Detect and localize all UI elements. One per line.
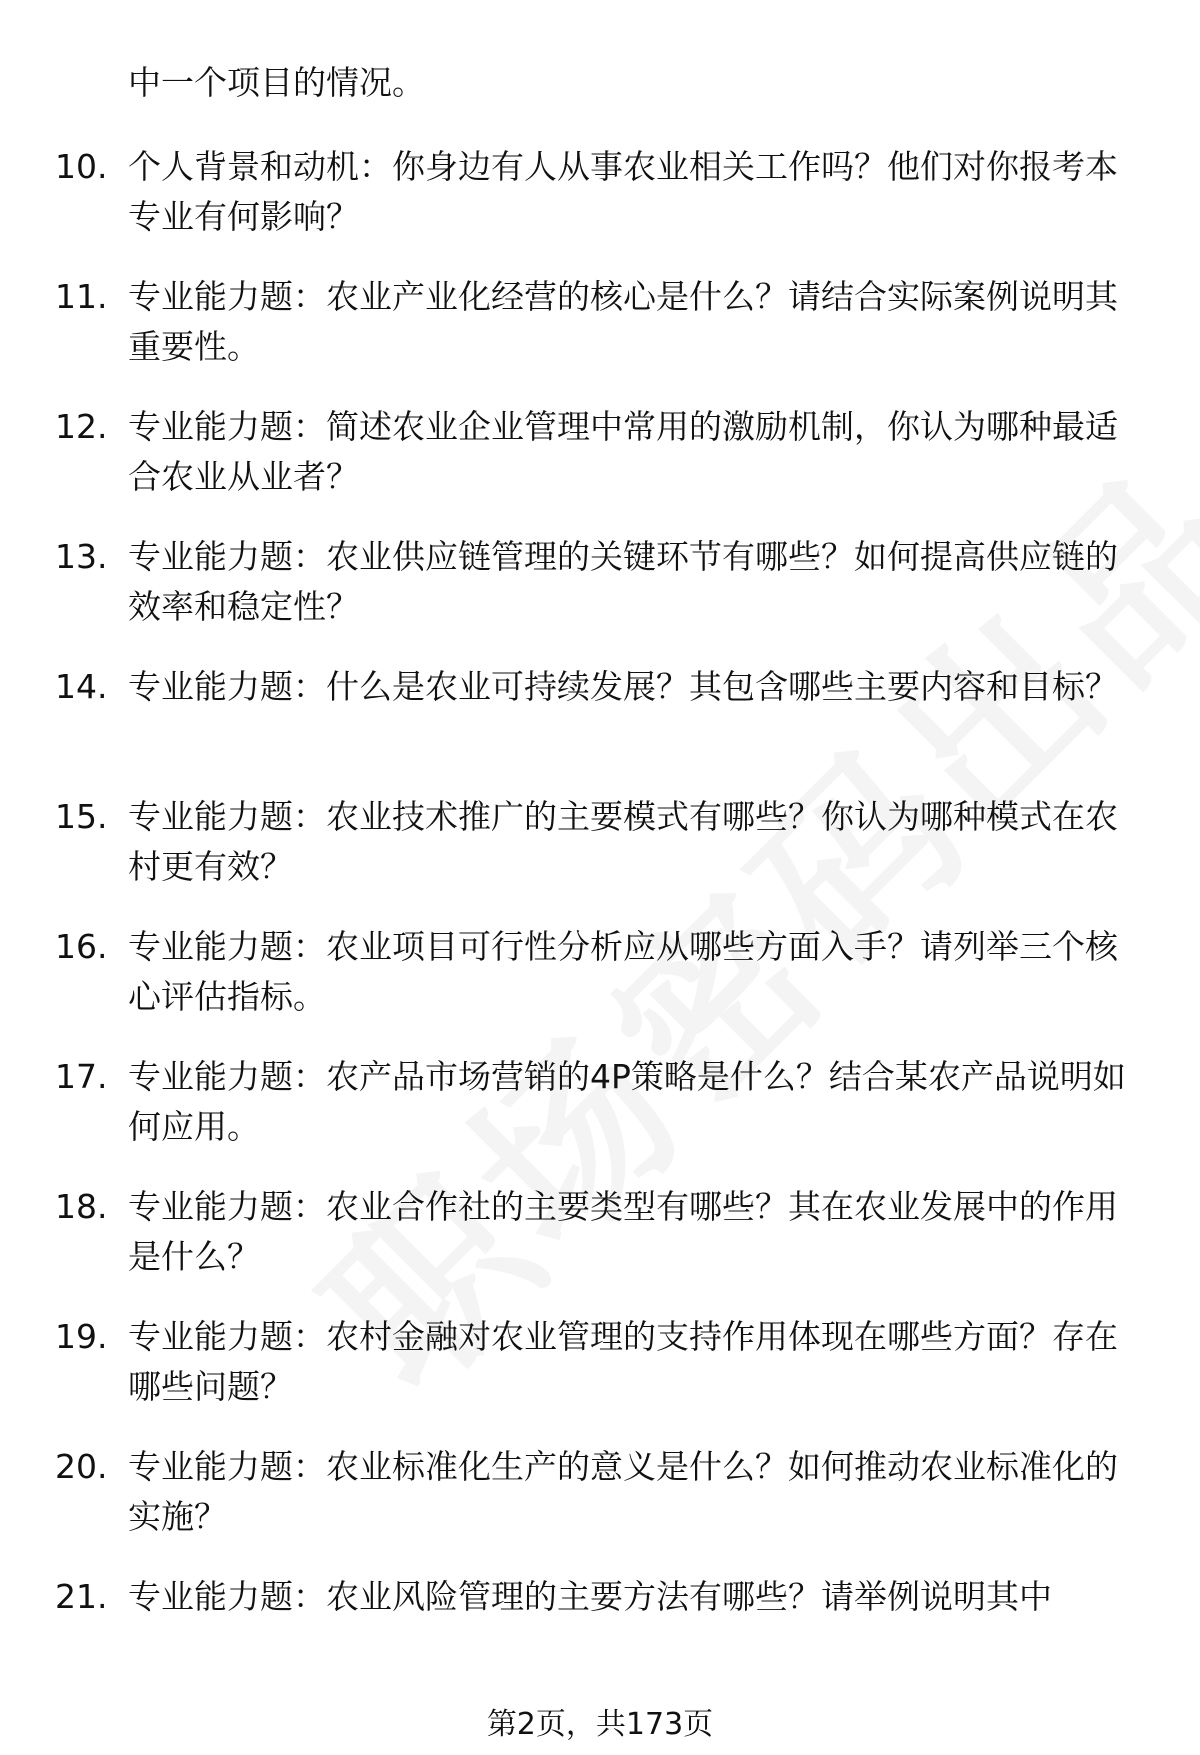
question-number: 18.	[55, 1187, 108, 1226]
question-item	[0, 272, 1200, 402]
question-text: 专业能力题：农业风险管理的主要方法有哪些？请举例说明其中	[128, 1577, 1052, 1616]
question-number: 16.	[55, 927, 108, 966]
question-number: 17.	[55, 1057, 108, 1096]
question-item	[0, 1572, 1200, 1702]
question-item	[0, 1052, 1200, 1182]
question-item	[0, 1442, 1200, 1572]
question-text: 个人背景和动机：你身边有人从事农业相关工作吗？他们对你报考本专业有何影响？	[128, 147, 1118, 236]
question-text: 专业能力题：农村金融对农业管理的支持作用体现在哪些方面？存在哪些问题？	[128, 1317, 1118, 1406]
question-item	[0, 402, 1200, 532]
question-item	[0, 142, 1200, 272]
question-item	[0, 1312, 1200, 1442]
question-item	[0, 922, 1200, 1052]
page-footer: 第2页，共173页	[486, 1707, 714, 1742]
question-text: 专业能力题：农业技术推广的主要模式有哪些？你认为哪种模式在农村更有效？	[128, 797, 1118, 886]
question-number: 20.	[55, 1447, 108, 1486]
question-number: 10.	[55, 147, 108, 186]
continuation-text: 中一个项目的情况。	[128, 63, 425, 102]
question-number: 21.	[55, 1577, 108, 1616]
question-text: 专业能力题：农业供应链管理的关键环节有哪些？如何提高供应链的效率和稳定性？	[128, 537, 1118, 626]
question-text: 专业能力题：农业产业化经营的核心是什么？请结合实际案例说明其重要性。	[128, 277, 1118, 366]
question-list	[0, 142, 1200, 1702]
question-item	[0, 792, 1200, 922]
question-item	[0, 532, 1200, 662]
question-number: 12.	[55, 407, 108, 446]
question-number: 15.	[55, 797, 108, 836]
question-text: 专业能力题：简述农业企业管理中常用的激励机制，你认为哪种最适合农业从业者？	[128, 407, 1118, 496]
question-number: 11.	[55, 277, 108, 316]
question-text: 专业能力题：农业标准化生产的意义是什么？如何推动农业标准化的实施？	[128, 1447, 1118, 1536]
question-text: 专业能力题：农业项目可行性分析应从哪些方面入手？请列举三个核心评估指标。	[128, 927, 1118, 1016]
question-text: 专业能力题：农业合作社的主要类型有哪些？其在农业发展中的作用是什么？	[128, 1187, 1118, 1276]
question-text: 专业能力题：农产品市场营销的4P策略是什么？结合某农产品说明如何应用。	[128, 1057, 1126, 1146]
question-number: 19.	[55, 1317, 108, 1356]
question-text: 专业能力题：什么是农业可持续发展？其包含哪些主要内容和目标？	[128, 667, 1118, 706]
question-item	[0, 662, 1200, 792]
question-item	[0, 1182, 1200, 1312]
question-number: 14.	[55, 667, 108, 706]
question-number: 13.	[55, 537, 108, 576]
